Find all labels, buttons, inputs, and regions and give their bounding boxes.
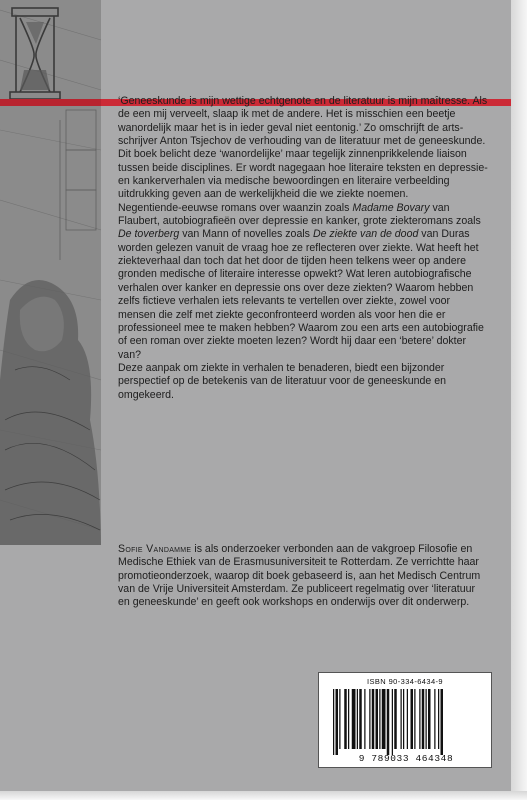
blurb-paragraph-1-rest: Zo omschrijft de arts-schrijver Anton Tsjechov de verhouding van de literatuur met de geneeskunde. Dit boek belicht deze ‘wanordelijke’ maar tegelijk zinnenprikkelende liaison tussen beide disciplines. Er wordt nagegaan hoe literaire teksten en depressie- en kankerverhalen via medische bewoordingen en literaire verbeelding uitdrukking geven aan de werkelijkheid die we ziekte noemen. [118, 121, 488, 201]
barcode-icon [333, 689, 479, 755]
author-name: Sofie Vandamme [118, 543, 192, 555]
blurb-paragraph-3: Deze aanpak om ziekte in verhalen te benaderen, biedt een bijzonder perspectief op de betekenis van de literatuur voor de geneeskunde en omgekeerd. [118, 361, 447, 401]
blurb-paragraph-1 [118, 95, 488, 202]
book-title-de-ziekte-van-de-dood: De ziekte van de dood [312, 228, 419, 241]
blurb-text [118, 95, 488, 402]
blurb-paragraph-2-part-a: Negentiende-eeuwse romans over waanzin zoals [118, 201, 353, 214]
page-edge-shadow [511, 0, 527, 800]
barcode-label [318, 672, 492, 768]
book-title-de-toverberg: De toverberg [118, 228, 180, 241]
author-bio-text: is als onderzoeker verbonden aan de vakgroep Filosofie en Medische Ethiek van de Erasmusuniversiteit te Rotterdam. Ze verrichtte haar promotieonderzoek, waarop dit boek gebaseerd is, aan het Medisch Centrum van de Vrije Universiteit Amsterdam. Ze publiceert regelmatig over ‘literatuur en geneeskunde’ en geeft ook workshops en onderwijs over dit onderwerp. [118, 543, 481, 609]
engraving-image [0, 0, 101, 545]
isbn-text: ISBN 90-334-6434-9 [367, 677, 443, 686]
barcode-number: 9 789033 464348 [358, 753, 454, 764]
blurb-paragraph-2 [118, 202, 488, 362]
blurb-paragraph-2-part-c: van Mann of novelles zoals [179, 228, 313, 241]
blurb-paragraph-2-part-b: van Flaubert, autobiografieën over depressie en kanker, grote ziekteromans zoals [118, 201, 481, 228]
bottom-edge-shadow [0, 791, 527, 800]
tsjechov-quote: ‘Geneeskunde is mijn wettige echtgenote en de literatuur is mijn maîtresse. Als de een mij verveelt, slaap ik met de andere. Het is misschien een beetje wanordelijk maar het is in ieder geval niet eentonig.’ [118, 95, 488, 134]
author-bio-paragraph [118, 543, 488, 610]
blurb-paragraph-2-part-d: van Duras worden gelezen vanuit de vraag hoe ze reflecteren over ziekte. Wat heeft het ziekteverhaal dan toch dat het door de tijden heen telkens weer op andere gronden medische of literaire interesse opwekt? Wat leren autobiografische verhalen over kanker en depressie ons over deze ziekten? Waarom hebben zelfs fictieve verhalen iets relevants te vertellen over ziekte, zowel voor mensen die zelf met ziekte geconfronteerd worden als voor hen die er professioneel mee te maken hebben? Waarom zou een arts een autobiografie of een roman over ziekte moeten lezen? Wordt hij daar een ‘betere’ dokter van? [118, 228, 484, 361]
book-title-madame-bovary: Madame Bovary [352, 201, 430, 214]
author-bio [118, 543, 488, 610]
